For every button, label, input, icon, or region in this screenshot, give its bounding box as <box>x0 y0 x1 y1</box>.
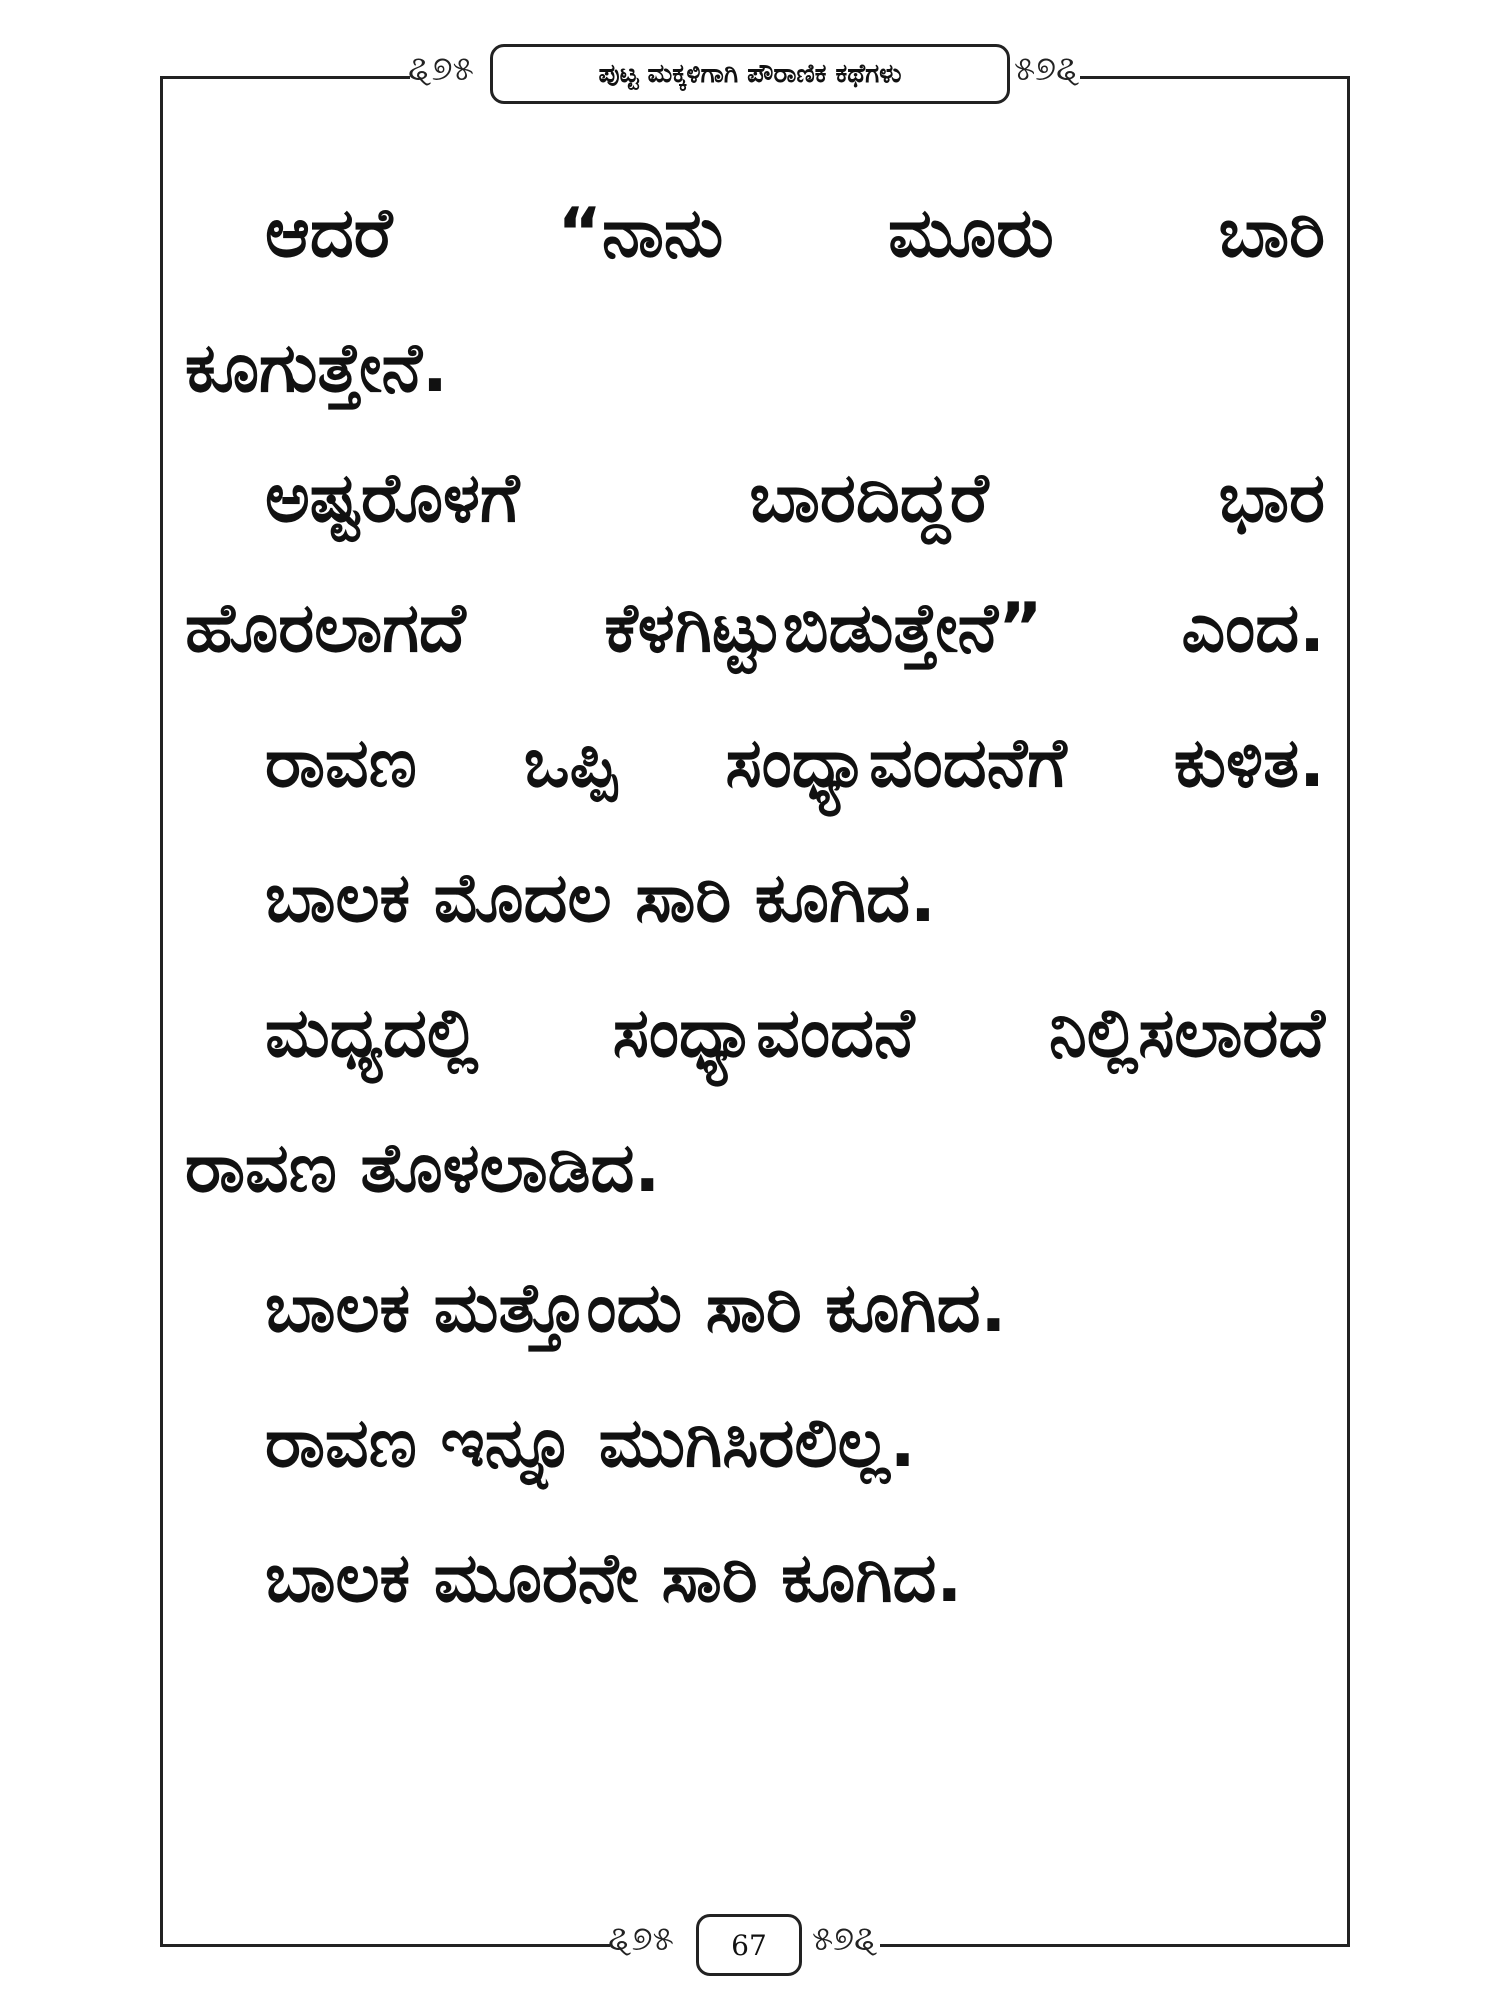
footer-rule-right <box>880 1944 1350 1947</box>
text-line-3: ಅಷ್ಟರೊಳಗೆ ಬಾರದಿದ್ದರೆ ಭಾರ <box>265 459 1325 538</box>
text-line-10: ರಾವಣ ಇನ್ನೂ ಮುಗಿಸಿರಲಿಲ್ಲ. <box>265 1404 916 1483</box>
text-line-6: ಬಾಲಕ ಮೊದಲ ಸಾರಿ ಕೂಗಿದ. <box>265 859 936 938</box>
text-line-4: ಹೊರಲಾಗದೆ ಕೆಳಗಿಟ್ಟುಬಿಡುತ್ತೇನೆ” ಎಂದ. <box>185 589 1325 668</box>
text-line-11: ಬಾಲಕ ಮೂರನೇ ಸಾರಿ ಕೂಗಿದ. <box>265 1539 963 1618</box>
footer-ornament-left: ୡ୭୫ <box>608 1919 674 1959</box>
header-ornament-left: ୡ୭୫ <box>408 49 474 89</box>
header-ornament-right: ୫୭ୡ <box>1014 49 1080 89</box>
page-number-box <box>696 1914 802 1976</box>
text-line-9: ಬಾಲಕ ಮತ್ತೊಂದು ಸಾರಿ ಕೂಗಿದ. <box>265 1269 1007 1348</box>
book-title: ಪುಟ್ಟ ಮಕ್ಕಳಿಗಾಗಿ ಪೌರಾಣಿಕ ಕಥೆಗಳು <box>598 58 902 89</box>
running-header <box>490 44 1010 104</box>
text-line-1: ಆದರೆ “ನಾನು ಮೂರು ಬಾರಿ <box>265 194 1325 273</box>
header-rule-left <box>160 76 410 79</box>
text-line-7: ಮಧ್ಯದಲ್ಲಿ ಸಂಧ್ಯಾವಂದನೆ ನಿಲ್ಲಿಸಲಾರದೆ <box>265 994 1325 1073</box>
footer-rule-left <box>160 1944 610 1947</box>
page-number: 67 <box>731 1928 767 1962</box>
footer-ornament-right: ୫୭ୡ <box>812 1919 878 1959</box>
text-line-8: ರಾವಣ ತೊಳಲಾಡಿದ. <box>185 1129 661 1208</box>
text-line-5: ರಾವಣ ಒಪ್ಪಿ ಸಂಧ್ಯಾವಂದನೆಗೆ ಕುಳಿತ. <box>265 724 1325 803</box>
header-rule-right <box>1080 76 1350 79</box>
text-line-2: ಕೂಗುತ್ತೇನೆ. <box>185 329 448 408</box>
